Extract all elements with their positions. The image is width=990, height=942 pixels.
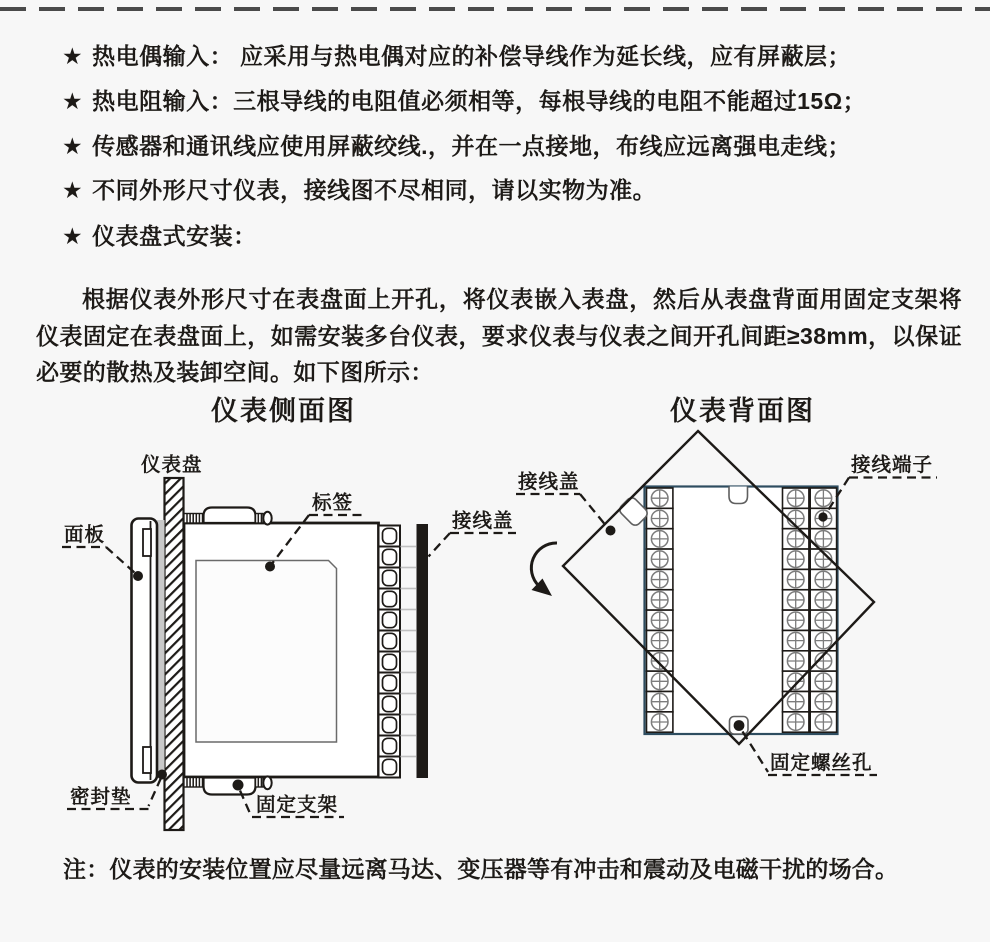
side-terminal-strip bbox=[379, 526, 417, 778]
bullet-item bbox=[62, 218, 257, 251]
side-view-diagram bbox=[40, 440, 525, 845]
wiring-cover-bar bbox=[417, 524, 429, 778]
gasket-label: 密封垫 bbox=[70, 786, 132, 808]
screw-thread bbox=[256, 514, 264, 524]
bracket-hump bbox=[204, 508, 256, 524]
front-panel-label: 面板 bbox=[64, 524, 106, 546]
star-icon: ★ bbox=[62, 133, 84, 159]
bullet-text: 热电偶输入： 应采用与热电偶对应的补偿导线作为延长线，应有屏蔽层； bbox=[92, 43, 852, 69]
bullet-text: 传感器和通讯线应使用屏蔽绞线.，并在一点接地，布线应远离强电走线； bbox=[92, 133, 852, 159]
leader-line bbox=[429, 533, 451, 557]
leader-line bbox=[580, 494, 608, 528]
bracket-pointer-dot bbox=[233, 780, 244, 791]
bullet-item bbox=[62, 83, 866, 116]
bullet-item bbox=[62, 128, 851, 161]
panel-wall bbox=[165, 478, 184, 830]
screw-head-side bbox=[263, 512, 271, 525]
screw-thread bbox=[256, 778, 264, 788]
back-view-title: 仪表背面图 bbox=[670, 396, 815, 426]
star-icon: ★ bbox=[62, 43, 84, 69]
panel-board-label: 仪表盘 bbox=[141, 454, 203, 476]
terminals-label: 接线端子 bbox=[851, 454, 934, 476]
top-bracket bbox=[184, 508, 272, 525]
bullet-text: 仪表盘式安装： bbox=[92, 223, 257, 249]
front-bezel bbox=[132, 519, 158, 783]
bullet-item bbox=[62, 38, 851, 71]
pointer-dot bbox=[818, 512, 827, 521]
bottom-bracket bbox=[184, 776, 272, 794]
pointer-dot bbox=[606, 526, 616, 536]
pointer-dot bbox=[157, 770, 167, 780]
label-sticker bbox=[196, 561, 337, 743]
bottom-note: 注：仪表的安装位置应尽量远离马达、变压器等有冲击和震动及电磁干扰的场合。 bbox=[63, 856, 899, 882]
star-icon: ★ bbox=[62, 88, 84, 114]
wiring-cover-label-side: 接线盖 bbox=[452, 510, 514, 532]
sticker-label: 标签 bbox=[312, 492, 354, 514]
bullet-item bbox=[62, 172, 656, 205]
side-view-title: 仪表侧面图 bbox=[211, 396, 356, 426]
top-dashed-divider bbox=[0, 7, 990, 11]
star-icon: ★ bbox=[62, 177, 84, 203]
screw-thread bbox=[184, 514, 204, 524]
bracket-label: 固定支架 bbox=[256, 794, 339, 816]
pointer-dot bbox=[265, 562, 275, 572]
rotate-arrow bbox=[531, 543, 557, 586]
screw-head-side bbox=[263, 776, 271, 789]
bullet-text: 不同外形尺寸仪表，接线图不尽相同，请以实物为准。 bbox=[92, 177, 657, 203]
bracket-hump bbox=[204, 778, 256, 795]
wiring-cover-label-back: 接线盖 bbox=[518, 471, 580, 493]
bezel-outline bbox=[132, 519, 158, 783]
back-view-diagram bbox=[515, 425, 990, 830]
bullet-text: 热电阻输入：三根导线的电阻值必须相等，每根导线的电阻不能超过15Ω； bbox=[92, 88, 867, 114]
top-notch bbox=[729, 487, 748, 504]
pointer-dot bbox=[133, 571, 143, 581]
screw-hole-label: 固定螺丝孔 bbox=[770, 752, 873, 774]
bezel-clip-top bbox=[143, 529, 151, 556]
leader-line bbox=[743, 732, 769, 773]
screw-thread bbox=[184, 778, 204, 788]
star-icon: ★ bbox=[62, 223, 84, 249]
fixing-screw-dot bbox=[734, 720, 745, 731]
bezel-clip-bottom bbox=[143, 747, 151, 773]
install-paragraph: 根据仪表外形尺寸在表盘面上开孔，将仪表嵌入表盘，然后从表盘背面用固定支架将仪表固定在表盘面上，如需安装多台仪表，要求仪表与仪表之间开孔间距≥38mm，以保证必要的散热及装卸空间。如下图所示： bbox=[36, 286, 962, 385]
